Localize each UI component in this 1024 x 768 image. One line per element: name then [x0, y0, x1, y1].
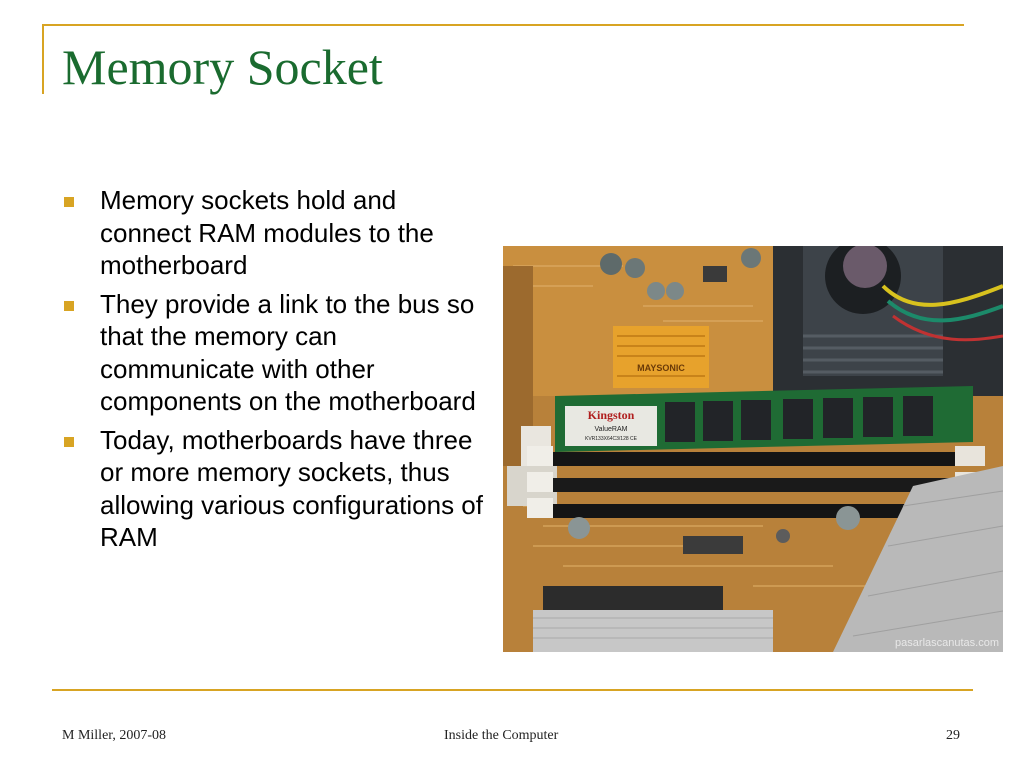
footer-divider: [52, 689, 973, 691]
page-number: 29: [946, 728, 960, 743]
title-accent-line: [42, 24, 964, 26]
motherboard-illustration: [503, 246, 1003, 652]
bullet-text: Today, motherboards have three or more memory sockets, thus allowing various configurations of RAM: [100, 424, 483, 552]
bullet-text: Memory sockets hold and connect RAM modules to the motherboard: [100, 185, 434, 280]
square-bullet-icon: [64, 197, 74, 207]
motherboard-photo: [503, 246, 1003, 652]
ram-model-label: ValueRAM: [594, 426, 628, 433]
footer-author: M Miller, 2007-08: [62, 728, 167, 743]
ram-part-label: KVR133X64C3/128 CE: [585, 436, 637, 442]
footer-course: Inside the Computer: [444, 728, 559, 743]
square-bullet-icon: [64, 437, 74, 447]
bullet-list: [62, 184, 492, 560]
bullet-item: [62, 184, 492, 282]
heatsink-label: MAYSONIC: [637, 363, 685, 373]
bullet-item: [62, 288, 492, 418]
ram-brand-label: Kingston: [587, 408, 635, 422]
photo-watermark: pasarlascanutas.com: [895, 637, 999, 649]
bullet-item: [62, 424, 492, 554]
title-accent-bar: [42, 24, 44, 94]
square-bullet-icon: [64, 301, 74, 311]
slide-title: Memory Socket: [62, 39, 383, 95]
bullet-text: They provide a link to the bus so that the memory can communicate with other components on the motherboard: [100, 288, 476, 416]
